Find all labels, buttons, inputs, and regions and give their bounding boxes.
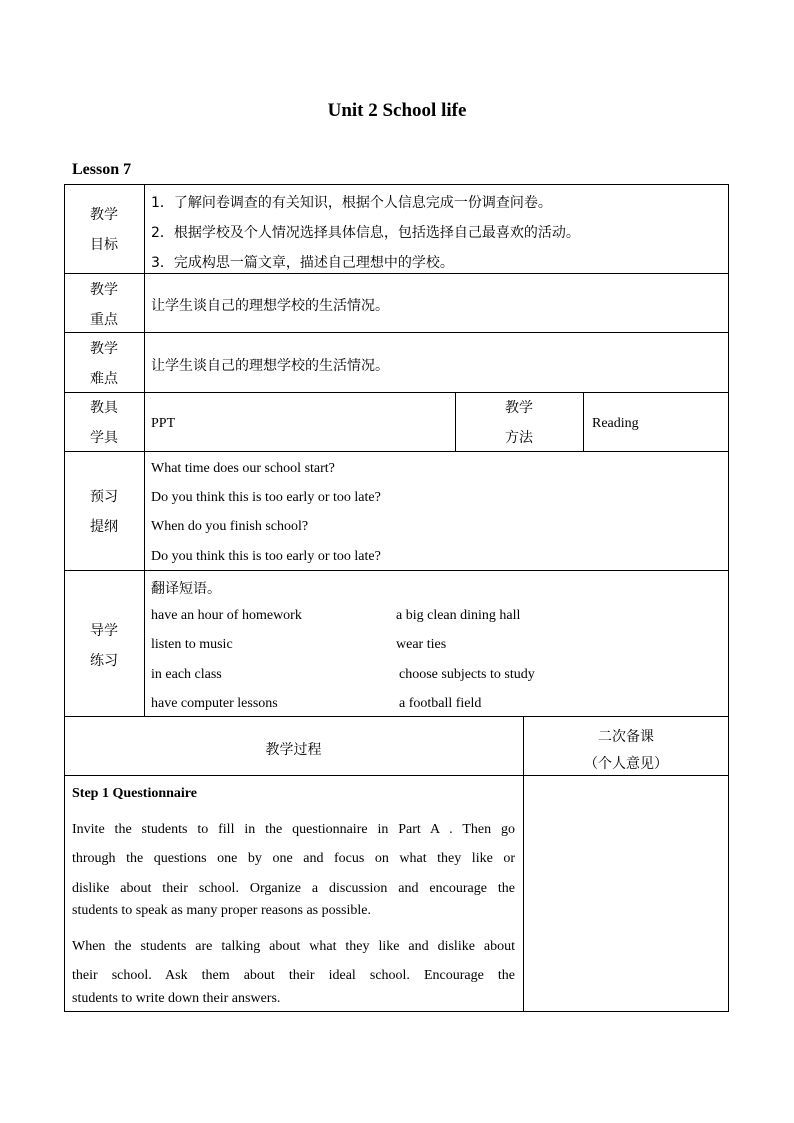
practice-label: 导学 练习 [90,623,118,669]
objective-item-2: 2．根据学校及个人情况选择具体信息，包括选择自己最喜欢的活动。 [151,225,580,241]
method-label: 教学 方法 [505,400,533,446]
step-paragraph-2: When the students are talking about what they like and dislike about their school. Ask them about their ideal school. Encourage the [72,939,515,984]
tools-label: 教具 学具 [90,400,118,446]
lesson-heading: Lesson 7 [72,161,132,178]
practice-heading: 翻译短语。 [151,581,221,597]
preview-line-2: Do you think this is too early or too late? [151,490,381,505]
preview-label: 预习 提纲 [90,489,118,535]
step-paragraph-2-end: students to write down their answers. [72,991,281,1006]
step-paragraph-1-end: students to speak as many proper reasons as possible. [72,903,371,918]
phrase-right-3: choose subjects to study [399,667,535,682]
notes-heading: 二次备课 （个人意见） [584,729,668,772]
process-heading: 教学过程 [265,742,322,758]
preview-line-1: What time does our school start? [151,461,335,476]
phrase-left-3: in each class [151,667,222,682]
step-title: Step 1 Questionnaire [72,786,197,801]
objective-item-1: 1．了解问卷调查的有关知识，根据个人信息完成一份调查问卷。 [151,195,552,211]
preview-line-3: When do you finish school? [151,519,309,534]
phrase-right-1: a big clean dining hall [396,608,521,623]
difficulties-text: 让学生谈自己的理想学校的生活情况。 [151,358,389,374]
key-points-text: 让学生谈自己的理想学校的生活情况。 [151,298,389,314]
objectives-label: 教学 目标 [90,207,118,253]
preview-line-4: Do you think this is too early or too late? [151,549,381,564]
method-value: Reading [592,416,639,431]
difficulties-label: 教学 难点 [90,341,118,387]
phrase-left-1: have an hour of homework [151,608,302,623]
page-title: Unit 2 School life [327,100,467,121]
phrase-right-4: a football field [399,696,482,711]
step-paragraph-1: Invite the students to fill in the questionnaire in Part A . Then go through the questions one by one and focus on what they like or dislike about their school. Organize a discussion and encourage the [72,822,515,896]
key-points-label: 教学 重点 [90,282,118,328]
tools-value: PPT [151,416,176,431]
objective-item-3: 3．完成构思一篇文章，描述自己理想中的学校。 [151,255,454,271]
phrase-left-2: listen to music [151,637,233,652]
phrase-left-4: have computer lessons [151,696,278,711]
phrase-right-2: wear ties [396,637,447,652]
